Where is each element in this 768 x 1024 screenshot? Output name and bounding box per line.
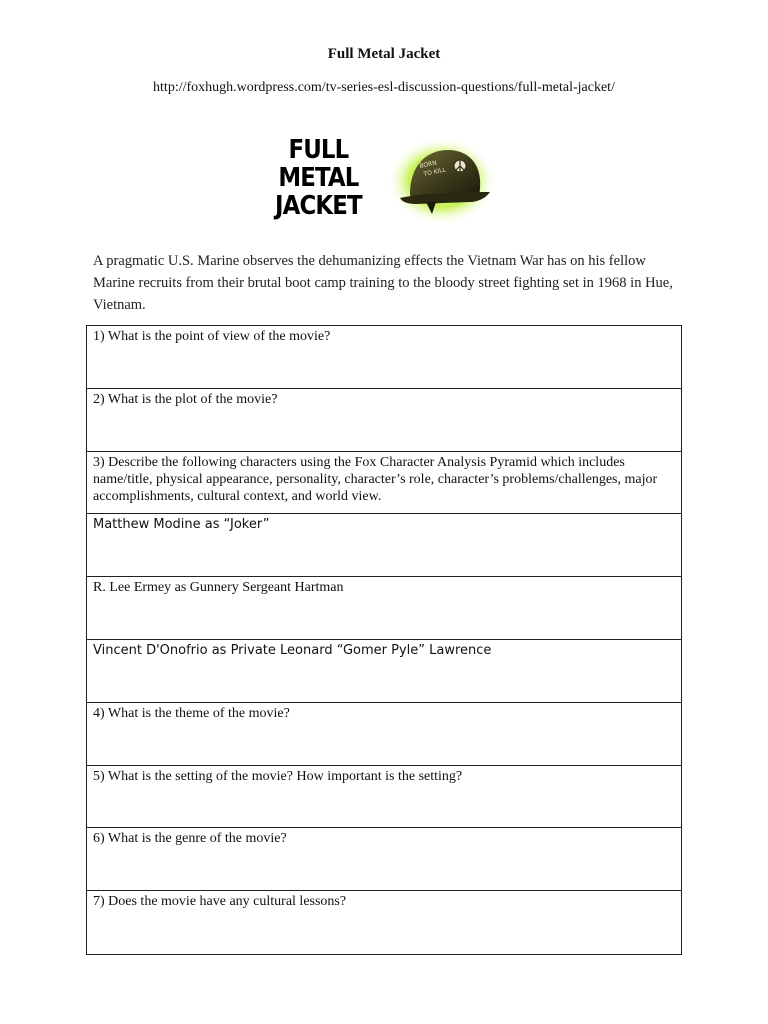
movie-logo bbox=[270, 136, 500, 228]
character-row-joker: Matthew Modine as “Joker” bbox=[87, 514, 681, 577]
question-row-3: 3) Describe the following characters using the Fox Character Analysis Pyramid which includes name/title, physical appearance, personality, character’s role, character’s problems/challenges, major accomplishments, cultural context, and world view. bbox=[87, 452, 681, 515]
question-row-4: 4) What is the theme of the movie? bbox=[87, 703, 681, 766]
question-row-5: 5) What is the setting of the movie? How important is the setting? bbox=[87, 766, 681, 829]
source-url: http://foxhugh.wordpress.com/tv-series-esl-discussion-questions/full-metal-jacket/ bbox=[153, 80, 615, 95]
movie-synopsis: A pragmatic U.S. Marine observes the dehumanizing effects the Vietnam War has on his fellow Marine recruits from their brutal boot camp training to the bloody street fighting set in 1968 in Hue, Vietnam. bbox=[93, 253, 673, 313]
helmet-icon bbox=[386, 136, 498, 226]
logo-line-2: METAL bbox=[278, 163, 359, 193]
character-row-pyle: Vincent D'Onofrio as Private Leonard “Gomer Pyle” Lawrence bbox=[87, 640, 681, 703]
question-row-1: 1) What is the point of view of the movie? bbox=[87, 326, 681, 389]
page-title: Full Metal Jacket bbox=[327, 46, 441, 62]
question-table bbox=[86, 325, 682, 955]
character-row-hartman: R. Lee Ermey as Gunnery Sergeant Hartman bbox=[87, 577, 681, 640]
logo-line-3: JACKET bbox=[275, 191, 362, 221]
question-row-6: 6) What is the genre of the movie? bbox=[87, 828, 681, 891]
question-row-7: 7) Does the movie have any cultural lessons? bbox=[93, 894, 347, 910]
logo-wordmark bbox=[270, 136, 367, 220]
logo-line-1: FULL bbox=[288, 135, 349, 165]
question-row-2: 2) What is the plot of the movie? bbox=[87, 389, 681, 452]
svg-text:BORN: BORN bbox=[418, 159, 438, 170]
svg-text:TO KILL: TO KILL bbox=[422, 166, 447, 178]
